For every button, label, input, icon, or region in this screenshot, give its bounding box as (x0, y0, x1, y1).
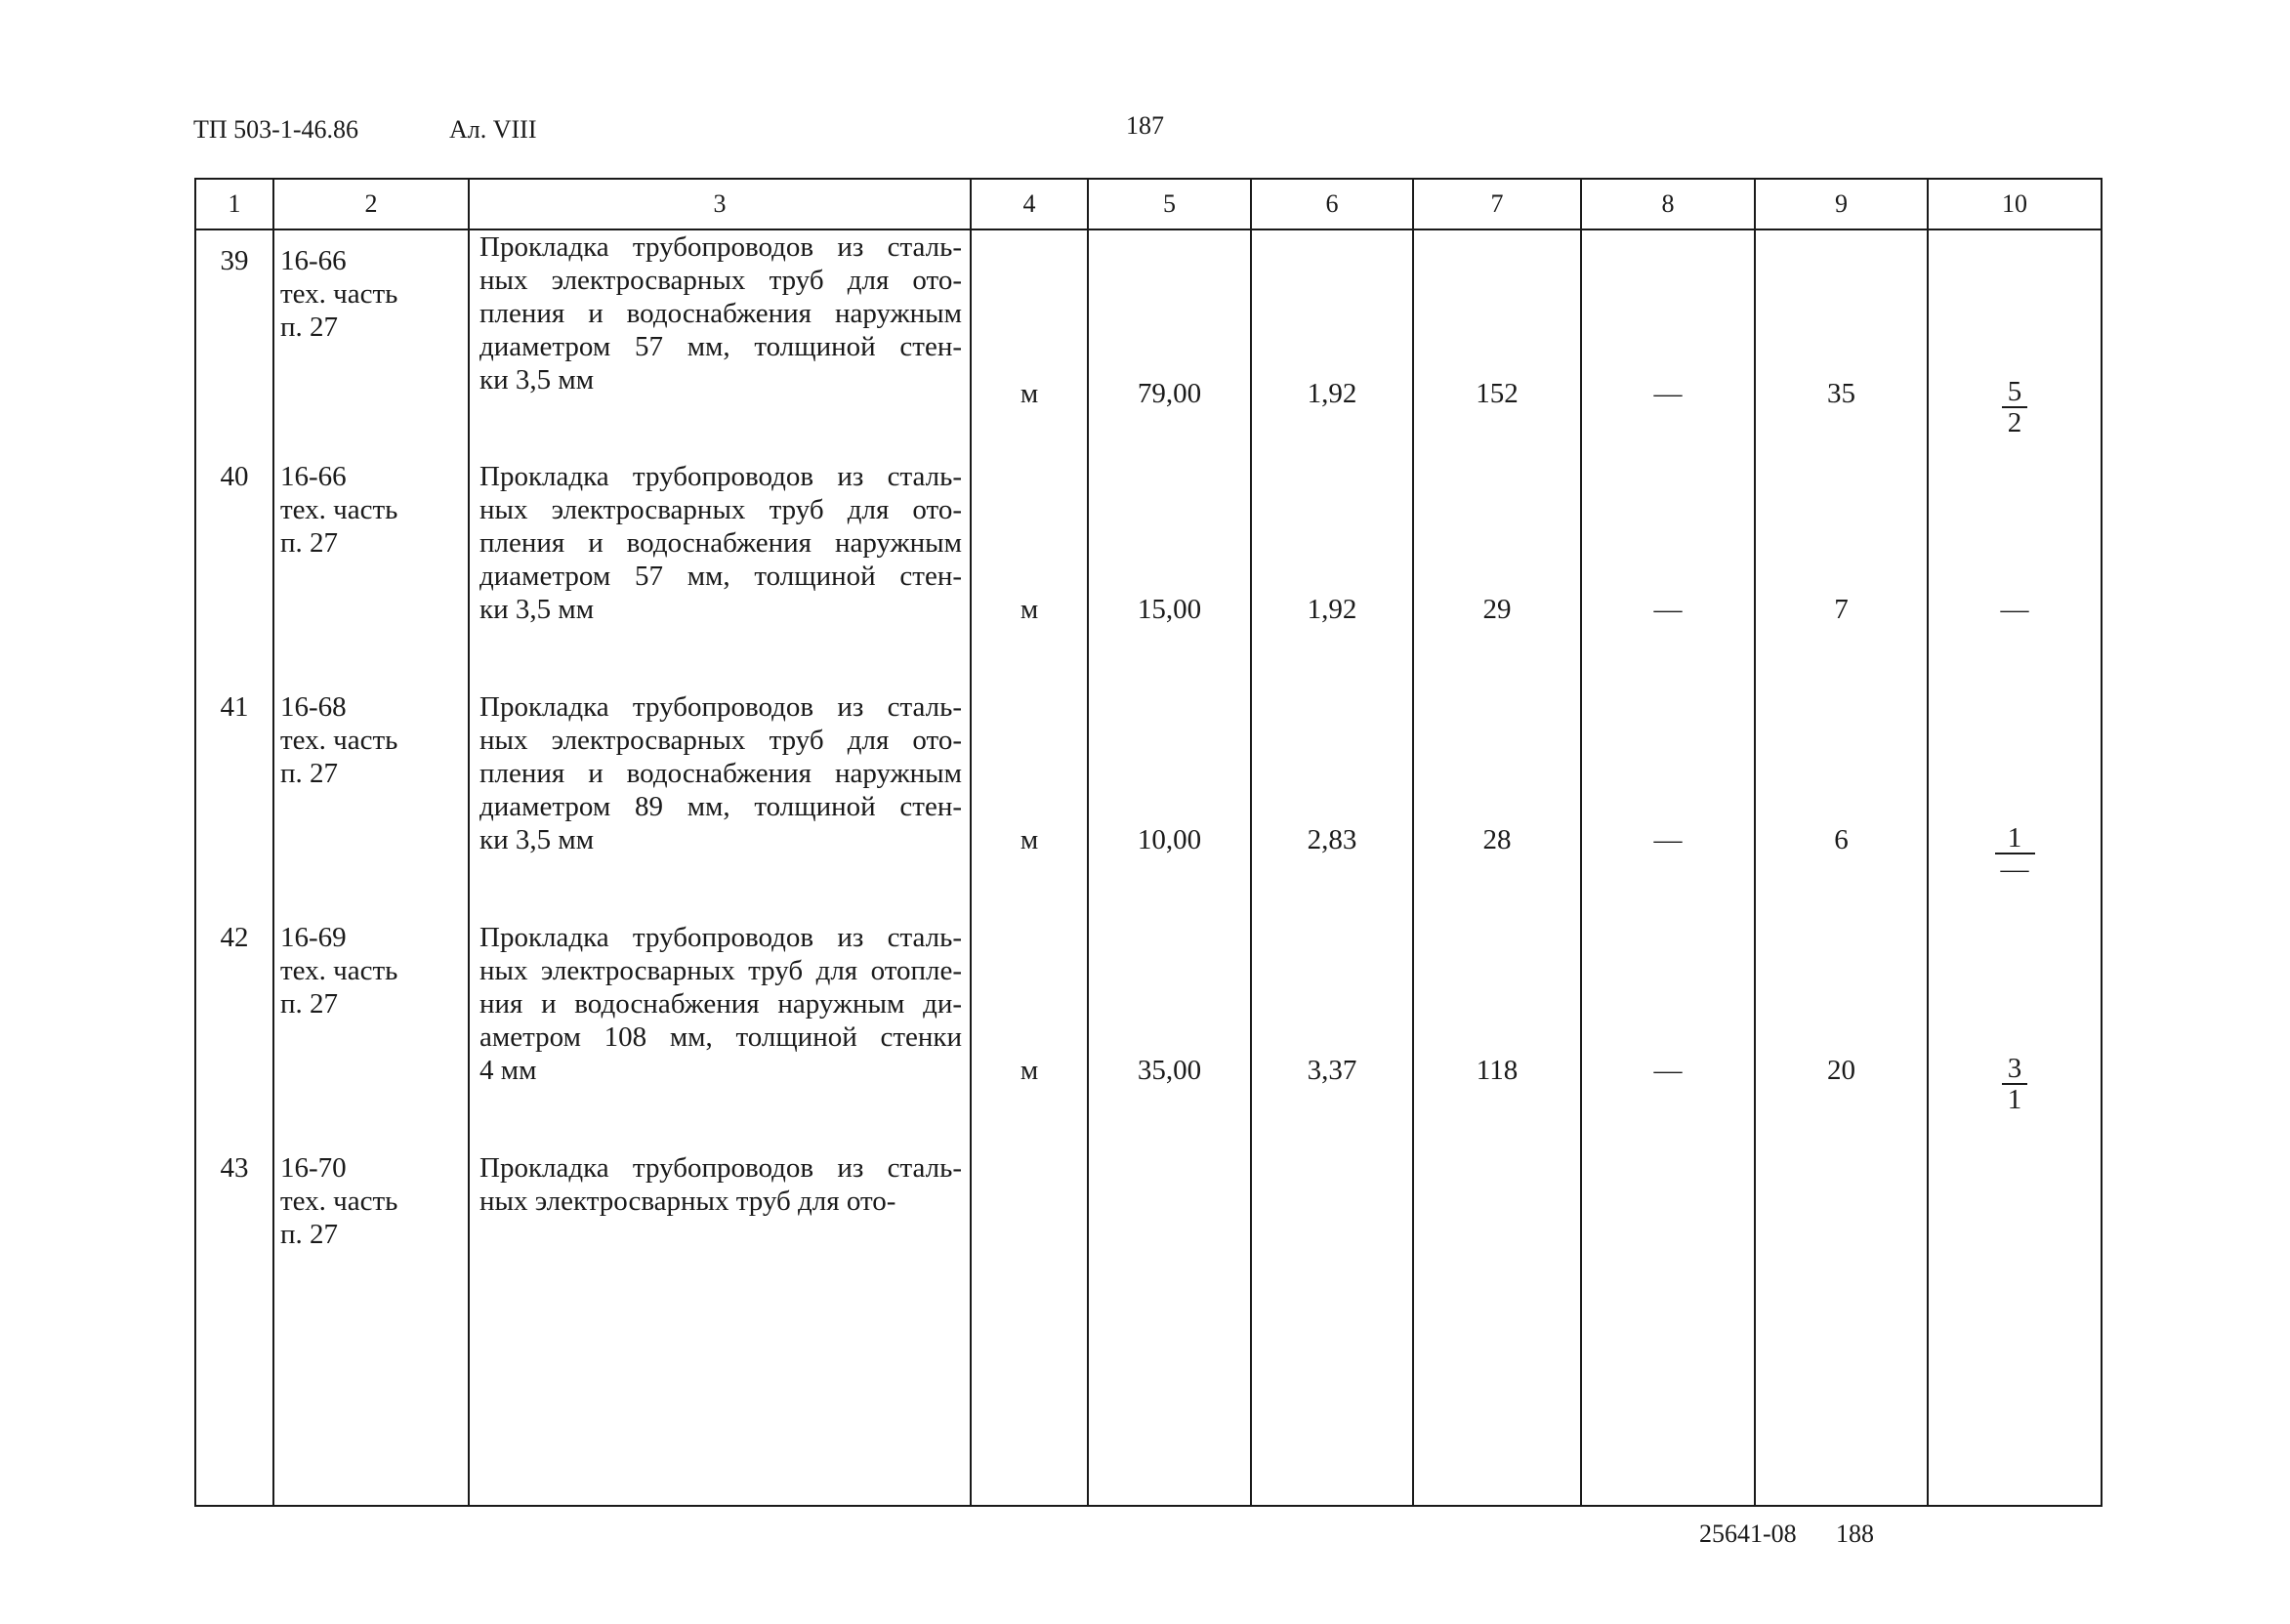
col8-cell (1581, 460, 1755, 690)
column-header: 1 (195, 179, 273, 229)
description-line: ных электросварных труб для ото- (479, 265, 962, 296)
col10-cell (1928, 921, 2102, 1151)
col8-cell (1581, 229, 1755, 460)
rate-code-line: тех. часть (280, 955, 398, 986)
description-line: диаметром 89 мм, толщиной стен- (479, 791, 962, 822)
col7-cell-value: 152 (1476, 378, 1519, 409)
col6-cell (1251, 690, 1413, 921)
col9-cell (1755, 229, 1928, 460)
col10-cell (1928, 1151, 2102, 1506)
col7-cell-value: 28 (1482, 824, 1512, 855)
col8-cell-value: — (1653, 1055, 1683, 1086)
column-header: 6 (1251, 179, 1413, 229)
col10-fraction (1929, 244, 2101, 439)
unit-cell (971, 229, 1088, 460)
col9-cell (1755, 460, 1928, 690)
quantity-cell (1088, 460, 1251, 690)
col8-cell (1581, 921, 1755, 1151)
col7-cell (1413, 1151, 1581, 1506)
col6-cell-value: 1,92 (1307, 378, 1357, 409)
quantity-cell-value: 15,00 (1137, 594, 1202, 625)
rate-code-line: п. 27 (280, 527, 339, 559)
description-line: ных электросварных труб для ото- (479, 1186, 896, 1217)
estimate-table (194, 178, 2103, 1507)
column-header: 10 (1928, 179, 2102, 229)
description-line: ных электросварных труб для ото- (479, 725, 962, 756)
description-line: Прокладка трубопроводов из сталь- (479, 231, 962, 263)
rate-code-line: 16-66 (280, 245, 347, 276)
description-line: диаметром 57 мм, толщиной стен- (479, 331, 962, 362)
unit-cell-value: м (1020, 1055, 1039, 1086)
rate-code-line: п. 27 (280, 758, 339, 789)
rate-code-line: тех. часть (280, 278, 398, 310)
work-description (469, 921, 971, 1151)
rate-code-line: тех. часть (280, 725, 398, 756)
table-row (195, 229, 2102, 460)
col10-fraction (1929, 690, 2101, 886)
description-line: ния и водоснабжения наружным ди- (479, 988, 962, 1020)
rate-code-line: п. 27 (280, 1219, 339, 1250)
col6-cell-value: 2,83 (1307, 824, 1357, 855)
column-header: 9 (1755, 179, 1928, 229)
description-line: 4 мм (479, 1055, 537, 1086)
unit-cell-value: м (1020, 378, 1039, 409)
description-line: ки 3,5 мм (479, 824, 595, 855)
unit-cell (971, 1151, 1088, 1506)
page-number: 187 (1126, 111, 1164, 140)
table-row (195, 460, 2102, 690)
column-header: 5 (1088, 179, 1251, 229)
col10-cell (1928, 229, 2102, 460)
work-description (469, 460, 971, 690)
col7-cell (1413, 690, 1581, 921)
col7-cell (1413, 460, 1581, 690)
description-line: пления и водоснабжения наружным (479, 298, 962, 329)
rate-code-line: тех. часть (280, 494, 398, 525)
rate-code-line: 16-66 (280, 461, 347, 492)
col8-cell (1581, 690, 1755, 921)
rate-code (273, 921, 469, 1151)
col6-cell (1251, 1151, 1413, 1506)
col6-cell (1251, 229, 1413, 460)
col10-cell-value: — (2000, 594, 2029, 625)
fraction-numerator: 3 (2002, 1054, 2028, 1085)
description-line: ки 3,5 мм (479, 594, 595, 625)
fraction-denominator: 1 (2007, 1084, 2022, 1115)
column-header: 7 (1413, 179, 1581, 229)
footer-code: 25641-08 (1699, 1520, 1797, 1548)
col8-cell-value: — (1653, 824, 1683, 855)
col8-cell-value: — (1653, 594, 1683, 625)
rate-code-line: 16-70 (280, 1152, 347, 1184)
unit-cell (971, 921, 1088, 1151)
rate-code (273, 690, 469, 921)
description-line: пления и водоснабжения наружным (479, 527, 962, 559)
col7-cell-value: 118 (1476, 1055, 1519, 1086)
fraction (2002, 377, 2028, 437)
description-line: аметром 108 мм, толщиной стенки (479, 1021, 962, 1053)
rate-code-line: 16-69 (280, 922, 347, 953)
unit-cell (971, 460, 1088, 690)
description-line: Прокладка трубопроводов из сталь- (479, 691, 962, 723)
description-line: пления и водоснабжения наружным (479, 758, 962, 789)
description-line: Прокладка трубопроводов из сталь- (479, 461, 962, 492)
col6-cell-value: 1,92 (1307, 594, 1357, 625)
fraction-denominator: — (2000, 854, 2029, 885)
col10-fraction (1929, 921, 2101, 1116)
rate-code (273, 1151, 469, 1506)
work-description (469, 690, 971, 921)
col9-cell (1755, 690, 1928, 921)
rate-code (273, 229, 469, 460)
col10-cell (1928, 690, 2102, 921)
fraction-numerator: 1 (1995, 823, 2035, 854)
col9-cell-value: 6 (1834, 824, 1849, 855)
rate-code-line: 16-68 (280, 691, 347, 723)
col7-cell (1413, 921, 1581, 1151)
row-number: 42 (195, 921, 273, 1151)
description-line: Прокладка трубопроводов из сталь- (479, 1152, 962, 1184)
fraction (2002, 1054, 2028, 1114)
col10-cell (1928, 460, 2102, 690)
col8-cell (1581, 1151, 1755, 1506)
col6-cell (1251, 921, 1413, 1151)
description-line: ных электросварных труб для отопле- (479, 955, 962, 986)
fraction (1995, 823, 2035, 884)
column-header: 4 (971, 179, 1088, 229)
quantity-cell (1088, 690, 1251, 921)
col8-cell-value: — (1653, 378, 1683, 409)
unit-cell-value: м (1020, 594, 1039, 625)
table-row (195, 921, 2102, 1151)
column-header: 2 (273, 179, 469, 229)
quantity-cell (1088, 1151, 1251, 1506)
unit-cell-value: м (1020, 824, 1039, 855)
rate-code-line: тех. часть (280, 1186, 398, 1217)
col9-cell-value: 35 (1827, 378, 1855, 409)
quantity-cell (1088, 921, 1251, 1151)
col9-cell-value: 7 (1834, 594, 1849, 625)
column-header: 8 (1581, 179, 1755, 229)
fraction-numerator: 5 (2002, 377, 2028, 408)
quantity-cell-value: 79,00 (1137, 378, 1202, 409)
col9-cell (1755, 921, 1928, 1151)
work-description (469, 229, 971, 460)
col7-cell (1413, 229, 1581, 460)
row-number: 40 (195, 460, 273, 690)
footer-page-number: 188 (1836, 1520, 1874, 1548)
table-row (195, 690, 2102, 921)
column-number-row (195, 179, 2102, 229)
description-line: Прокладка трубопроводов из сталь- (479, 922, 962, 953)
col6-cell-value: 3,37 (1307, 1055, 1357, 1086)
column-header: 3 (469, 179, 971, 229)
rate-code-line: п. 27 (280, 312, 339, 343)
table-row (195, 1151, 2102, 1506)
table-body (195, 229, 2102, 1506)
document-code: ТП 503-1-46.86 (193, 115, 358, 144)
row-number: 39 (195, 229, 273, 460)
quantity-cell-value: 10,00 (1137, 824, 1202, 855)
rate-code-line: п. 27 (280, 988, 339, 1020)
quantity-cell-value: 35,00 (1137, 1055, 1202, 1086)
row-number: 43 (195, 1151, 273, 1506)
col9-cell (1755, 1151, 1928, 1506)
quantity-cell (1088, 229, 1251, 460)
col7-cell-value: 29 (1482, 594, 1512, 625)
album-number: Ал. VIII (449, 115, 537, 144)
unit-cell (971, 690, 1088, 921)
description-line: диаметром 57 мм, толщиной стен- (479, 561, 962, 592)
fraction-denominator: 2 (2007, 407, 2022, 438)
description-line: ных электросварных труб для ото- (479, 494, 962, 525)
work-description (469, 1151, 971, 1506)
description-line: ки 3,5 мм (479, 364, 595, 396)
col9-cell-value: 20 (1827, 1055, 1855, 1086)
rate-code (273, 460, 469, 690)
row-number: 41 (195, 690, 273, 921)
col6-cell (1251, 460, 1413, 690)
